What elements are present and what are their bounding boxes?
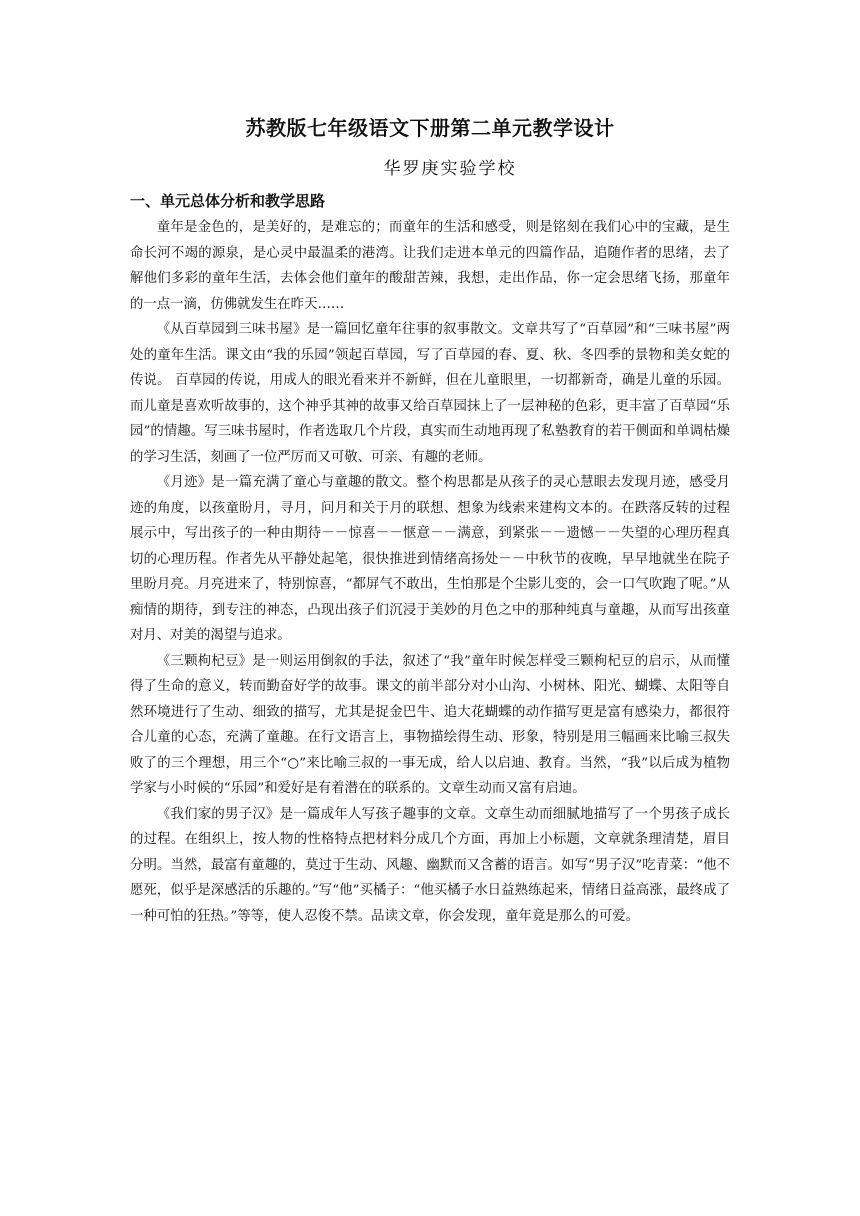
- paragraph-nanzihan: 《我们家的男子汉》是一篇成年人写孩子趣事的文章。文章生动而细腻地描写了一个男孩子成长的过程。在组织上，按人物的性格特点把材料分成几个方面，再加上小标题，文章就条理清楚，眉目分明。当然，最富有童趣的，莫过于生动、风趣、幽默而又含蓄的语言。如写“男子汉”吃青菜：“他不愿死，似乎是深感活的乐趣的。”写“他”买橘子：“他买橘子水日益熟练起来，情绪日益高涨，最终成了一种可怕的狂热。”等等，使人忍俊不禁。品读文章，你会发现，童年竟是那么的可爱。: [130, 806, 730, 924]
- section-heading: 一、单元总体分析和教学思路: [130, 192, 326, 210]
- document-title: 苏教版七年级语文下册第二单元教学设计: [245, 116, 615, 140]
- school-name: 华罗庚实验学校: [383, 159, 517, 179]
- document-page: [130, 112, 730, 929]
- paragraph-intro: 童年是金色的，是美好的，是难忘的；而童年的生活和感受，则是铭刻在我们心中的宝藏，是生命长河不竭的源泉，是心灵中最温柔的港湾。让我们走进本单元的四篇作品，追随作者的思绪，去了解他们多彩的童年生活，去体会他们童年的酸甜苦辣，我想，走出作品，你一定会思绪飞扬，那童年的一点一滴，仿佛就发生在昨天……: [130, 220, 730, 312]
- paragraph-baicaoyuan: 《从百草园到三味书屋》是一篇回忆童年往事的叙事散文。文章共写了“百草园”和“三味书屋”两处的童年生活。课文由“我的乐园”领起百草园，写了百草园的春、夏、秋、冬四季的景物和美女蛇的传说。 百草园的传说，用成人的眼光看来并不新鲜，但在儿童眼里，一切都新奇，确是儿童的乐园。而儿童是喜欢听故事的，这个神乎其神的故事又给百草园抹上了一层神秘的色彩，更丰富了百草园“乐园”的情趣。写三味书屋时，作者选取几个片段，真实而生动地再现了私塾教育的若干侧面和单调枯燥的学习生活，刻画了一位严厉而又可敬、可亲、有趣的老师。: [130, 322, 730, 465]
- paragraph-sanke-gouqidou: 《三颗枸杞豆》是一则运用倒叙的手法，叙述了“我”童年时候怎样受三颗枸杞豆的启示，从而懂得了生命的意义，转而勤奋好学的故事。课文的前半部分对小山沟、小树林、阳光、蝴蝶、太阳等自然环境进行了生动、细致的描写，尤其是捉金巴牛、追大花蝴蝶的动作描写更是富有感染力，都很符合儿童的心态，充满了童趣。在行文语言上，事物描绘得生动、形象，特别是用三幅画来比喻三叔失败了的三个理想，用三个“○”来比喻三叔的一事无成，给人以启迪、教育。当然，“我”以后成为植物学家与小时候的“乐园”和爱好是有着潜在的联系的。文章生动而又富有启迪。: [130, 653, 730, 796]
- paragraph-yueji: 《月迹》是一篇充满了童心与童趣的散文。整个构思都是从孩子的灵心慧眼去发现月迹，感受月迹的角度，以孩童盼月，寻月，问月和关于月的联想、想象为线索来建构文本的。在跌落反转的过程展示中，写出孩子的一种由期待－－惊喜－－惬意－－满意，到紧张－－遗憾－－失望的心理历程真切的心理历程。作者先从平静处起笔，很快推进到情绪高扬处－－中秋节的夜晚，早早地就坐在院子里盼月亮。月亮进来了，特别惊喜，“都屏气不敢出，生怕那是个尘影儿变的，会一口气吹跑了呢。”从痴情的期待，到专注的神态，凸现出孩子们沉浸于美妙的月色之中的那种纯真与童趣，从而写出孩童对月、对美的渴望与追求。: [130, 475, 730, 643]
